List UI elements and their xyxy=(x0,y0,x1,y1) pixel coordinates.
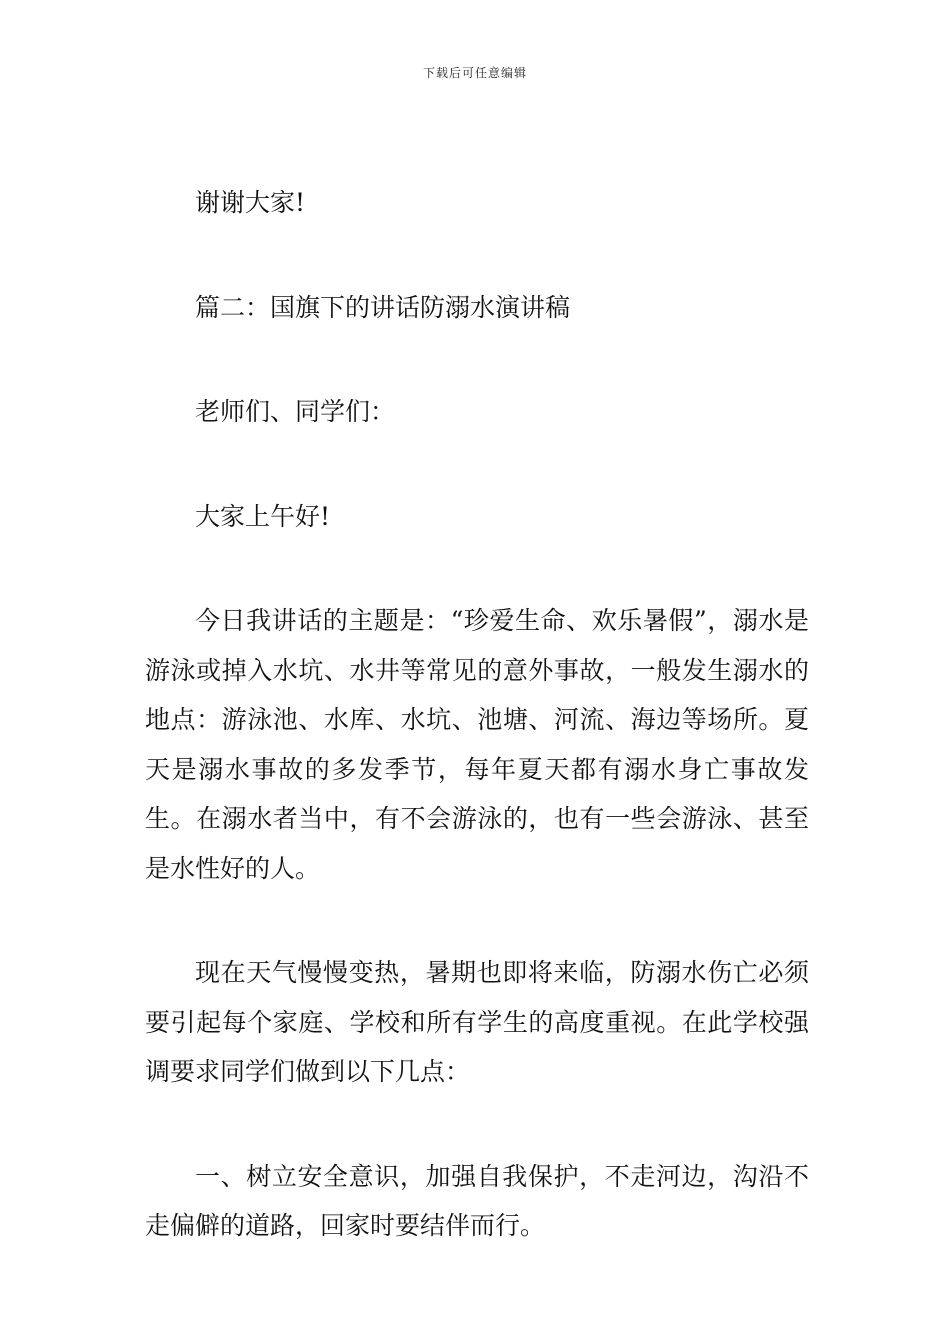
paragraph-thanks: 谢谢大家! xyxy=(195,188,306,217)
paragraph-greeting: 大家上午好! xyxy=(195,501,331,531)
paragraph-gap xyxy=(145,893,809,948)
paragraph-gap xyxy=(145,228,809,283)
paragraph-gap xyxy=(145,541,809,596)
paragraph-gap xyxy=(145,332,809,387)
paragraph-point-one: 一、树立安全意识，加强自我保护，不走河边，沟沿不走偏僻的道路，回家时要结伴而行。 xyxy=(145,1161,809,1240)
document-body xyxy=(145,178,809,1251)
paragraph-salutation: 老师们、同学们： xyxy=(195,397,396,426)
paragraph-section-title: 篇二：国旗下的讲话防溺水演讲稿 xyxy=(195,292,571,322)
page-header-note: 下载后可任意编辑 xyxy=(422,66,527,80)
paragraph-gap xyxy=(145,437,809,492)
paragraph-topic: 今日我讲话的主题是：“珍爱生命、欢乐暑假”，溺水是游泳或掉入水坑、水井等常见的意外事故，一般发生溺水的地点：游泳池、水库、水坑、池塘、河流、海边等场所。夏天是溺水事故的多发季节，每年夏天都有溺水身亡事故发生。在溺水者当中，有不会游泳的，也有一些会游泳、甚至是水性好的人。 xyxy=(145,606,809,883)
paragraph-requirements-intro: 现在天气慢慢变热，暑期也即将来临，防溺水伤亡必须要引起每个家庭、学校和所有学生的高度重视。在此学校强调要求同学们做到以下几点： xyxy=(145,958,809,1086)
paragraph-gap xyxy=(145,1097,809,1152)
